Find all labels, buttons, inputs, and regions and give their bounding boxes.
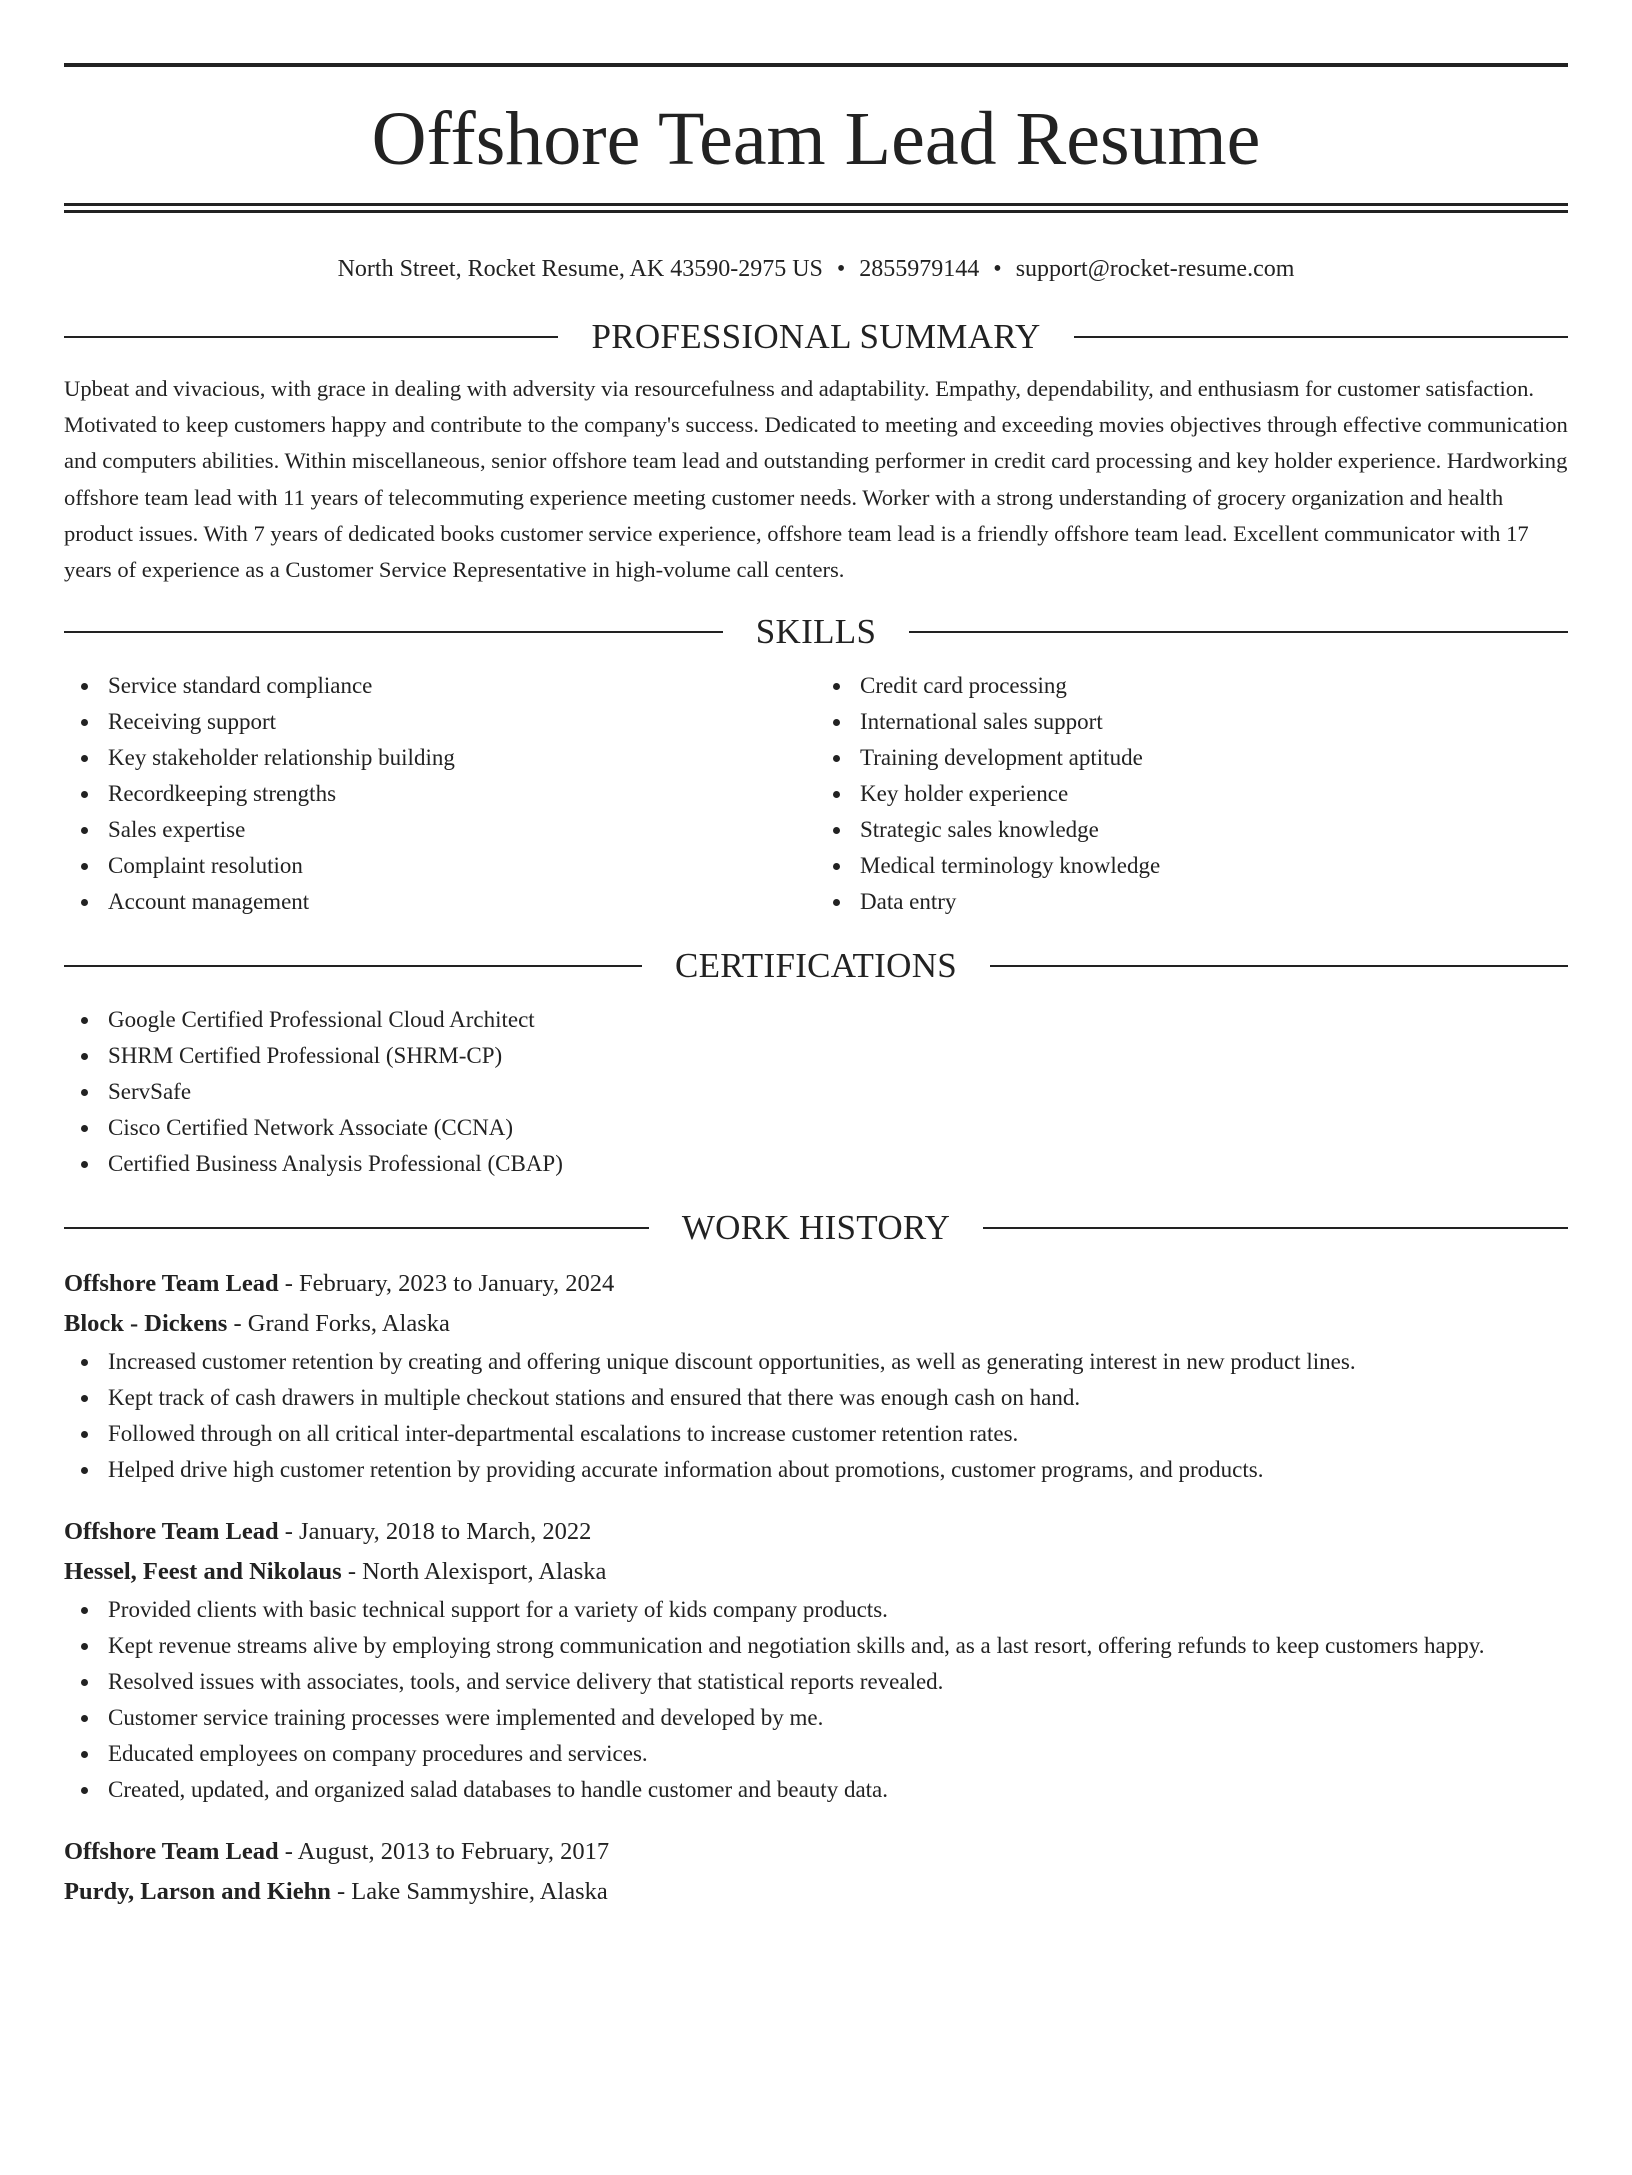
summary-text: Upbeat and vivacious, with grace in dealing with adversity via resourcefulness and adaptability. Empathy, dependability, and enthusiasm for customer satisfaction. Motivated to keep customers happy and contribute to the company's success. Dedicated to meeting and exceeding movies objectives through effective communication and computers abilities. Within miscellaneous, senior offshore team lead and outstanding performer in credit card processing and key holder experience. Hardworking offshore team lead with 11 years of telecommuting experience meeting customer needs. Worker with a strong understanding of grocery organization and health product issues. With 7 years of dedicated books customer service experience, offshore team lead is a friendly offshore team lead. Excellent communicator with 17 years of experience as a Customer Service Representative in high-volume call centers.	[64, 376, 1568, 583]
job-duties-list	[64, 1592, 1568, 1808]
skill-item: Service standard compliance	[108, 668, 816, 704]
job-title: Offshore Team Lead	[64, 1518, 279, 1546]
certification-item: Cisco Certified Network Associate (CCNA)	[108, 1110, 1568, 1146]
job-duty-item: Followed through on all critical inter-departmental escalations to increase customer retention rates.	[108, 1416, 1568, 1452]
heading-rule-left	[64, 631, 723, 633]
contact-email[interactable]: support@rocket-resume.com	[1015, 256, 1295, 282]
skills-column-left	[64, 668, 816, 920]
skills-list-left	[64, 668, 816, 920]
skill-item: International sales support	[860, 704, 1568, 740]
section-title: SKILLS	[755, 612, 877, 652]
certification-item: Certified Business Analysis Professional (CBAP)	[108, 1146, 1568, 1182]
job-entry	[64, 1264, 1568, 1488]
heading-rule-right	[909, 631, 1568, 633]
certification-item: ServSafe	[108, 1074, 1568, 1110]
job-duties-list	[64, 1344, 1568, 1488]
skills-column-right	[816, 668, 1568, 920]
work-history-list	[64, 1264, 1568, 1912]
contact-line	[64, 249, 1568, 289]
contact-phone: 2855979144	[859, 256, 980, 282]
heading-rule-left	[64, 336, 558, 338]
job-location: - North Alexisport, Alaska	[341, 1558, 607, 1586]
heading-rule-right	[983, 1227, 1568, 1229]
skill-item: Recordkeeping strengths	[108, 776, 816, 812]
section-heading-certifications	[64, 942, 1568, 990]
heading-rule-right	[990, 965, 1568, 967]
section-heading-skills	[64, 608, 1568, 656]
job-duty-item: Provided clients with basic technical support for a variety of kids company products.	[108, 1592, 1568, 1628]
skill-item: Complaint resolution	[108, 848, 816, 884]
job-title-line	[64, 1264, 1568, 1304]
job-entry	[64, 1512, 1568, 1808]
resume-title: Offshore Team Lead Resume	[371, 97, 1261, 181]
job-dates: - February, 2023 to January, 2024	[278, 1270, 615, 1298]
job-entry	[64, 1832, 1568, 1912]
section-heading-summary	[64, 313, 1568, 361]
job-title-line	[64, 1832, 1568, 1872]
skill-item: Strategic sales knowledge	[860, 812, 1568, 848]
skill-item: Key stakeholder relationship building	[108, 740, 816, 776]
job-company: Block - Dickens	[64, 1310, 228, 1338]
job-duty-item: Increased customer retention by creating and offering unique discount opportunities, as well as generating interest in new product lines.	[108, 1344, 1568, 1380]
contact-address: North Street, Rocket Resume, AK 43590-2975 US	[337, 256, 823, 282]
job-duty-item: Kept revenue streams alive by employing strong communication and negotiation skills and, as a last resort, offering refunds to keep customers happy.	[108, 1628, 1568, 1664]
job-company: Purdy, Larson and Kiehn	[64, 1878, 331, 1906]
section-title: CERTIFICATIONS	[674, 946, 958, 986]
certifications-list	[64, 1002, 1568, 1182]
job-company-line	[64, 1304, 1568, 1344]
job-duty-item: Customer service training processes were implemented and developed by me.	[108, 1700, 1568, 1736]
certification-item: SHRM Certified Professional (SHRM-CP)	[108, 1038, 1568, 1074]
header-double-rule	[64, 203, 1568, 213]
skill-item: Key holder experience	[860, 776, 1568, 812]
job-location: - Grand Forks, Alaska	[227, 1310, 450, 1338]
skill-item: Training development aptitude	[860, 740, 1568, 776]
skill-item: Data entry	[860, 884, 1568, 920]
skills-list-right	[816, 668, 1568, 920]
heading-rule-left	[64, 1227, 649, 1229]
skill-item: Sales expertise	[108, 812, 816, 848]
job-title-line	[64, 1512, 1568, 1552]
job-duty-item: Kept track of cash drawers in multiple checkout stations and ensured that there was enough cash on hand.	[108, 1380, 1568, 1416]
job-duty-item: Helped drive high customer retention by providing accurate information about promotions, customer programs, and products.	[108, 1452, 1568, 1488]
job-duty-item: Created, updated, and organized salad databases to handle customer and beauty data.	[108, 1772, 1568, 1808]
skill-item: Receiving support	[108, 704, 816, 740]
job-dates: - August, 2013 to February, 2017	[278, 1838, 610, 1866]
job-company-line	[64, 1872, 1568, 1912]
job-dates: - January, 2018 to March, 2022	[278, 1518, 592, 1546]
job-company-line	[64, 1552, 1568, 1592]
heading-rule-left	[64, 965, 642, 967]
skill-item: Medical terminology knowledge	[860, 848, 1568, 884]
job-company: Hessel, Feest and Nikolaus	[64, 1558, 342, 1586]
job-title: Offshore Team Lead	[64, 1838, 279, 1866]
skill-item: Account management	[108, 884, 816, 920]
certification-item: Google Certified Professional Cloud Architect	[108, 1002, 1568, 1038]
job-duty-item: Resolved issues with associates, tools, and service delivery that statistical reports revealed.	[108, 1664, 1568, 1700]
section-title: WORK HISTORY	[681, 1208, 951, 1248]
contact-separator: •	[993, 256, 1002, 282]
skills-grid	[64, 668, 1568, 920]
heading-rule-right	[1074, 336, 1568, 338]
job-location: - Lake Sammyshire, Alaska	[330, 1878, 608, 1906]
contact-separator: •	[836, 256, 846, 282]
job-duty-item: Educated employees on company procedures and services.	[108, 1736, 1568, 1772]
job-title: Offshore Team Lead	[64, 1270, 279, 1298]
section-title: PROFESSIONAL SUMMARY	[591, 317, 1041, 356]
section-heading-work	[64, 1204, 1568, 1252]
skill-item: Credit card processing	[860, 668, 1568, 704]
resume-page	[0, 63, 1632, 2175]
